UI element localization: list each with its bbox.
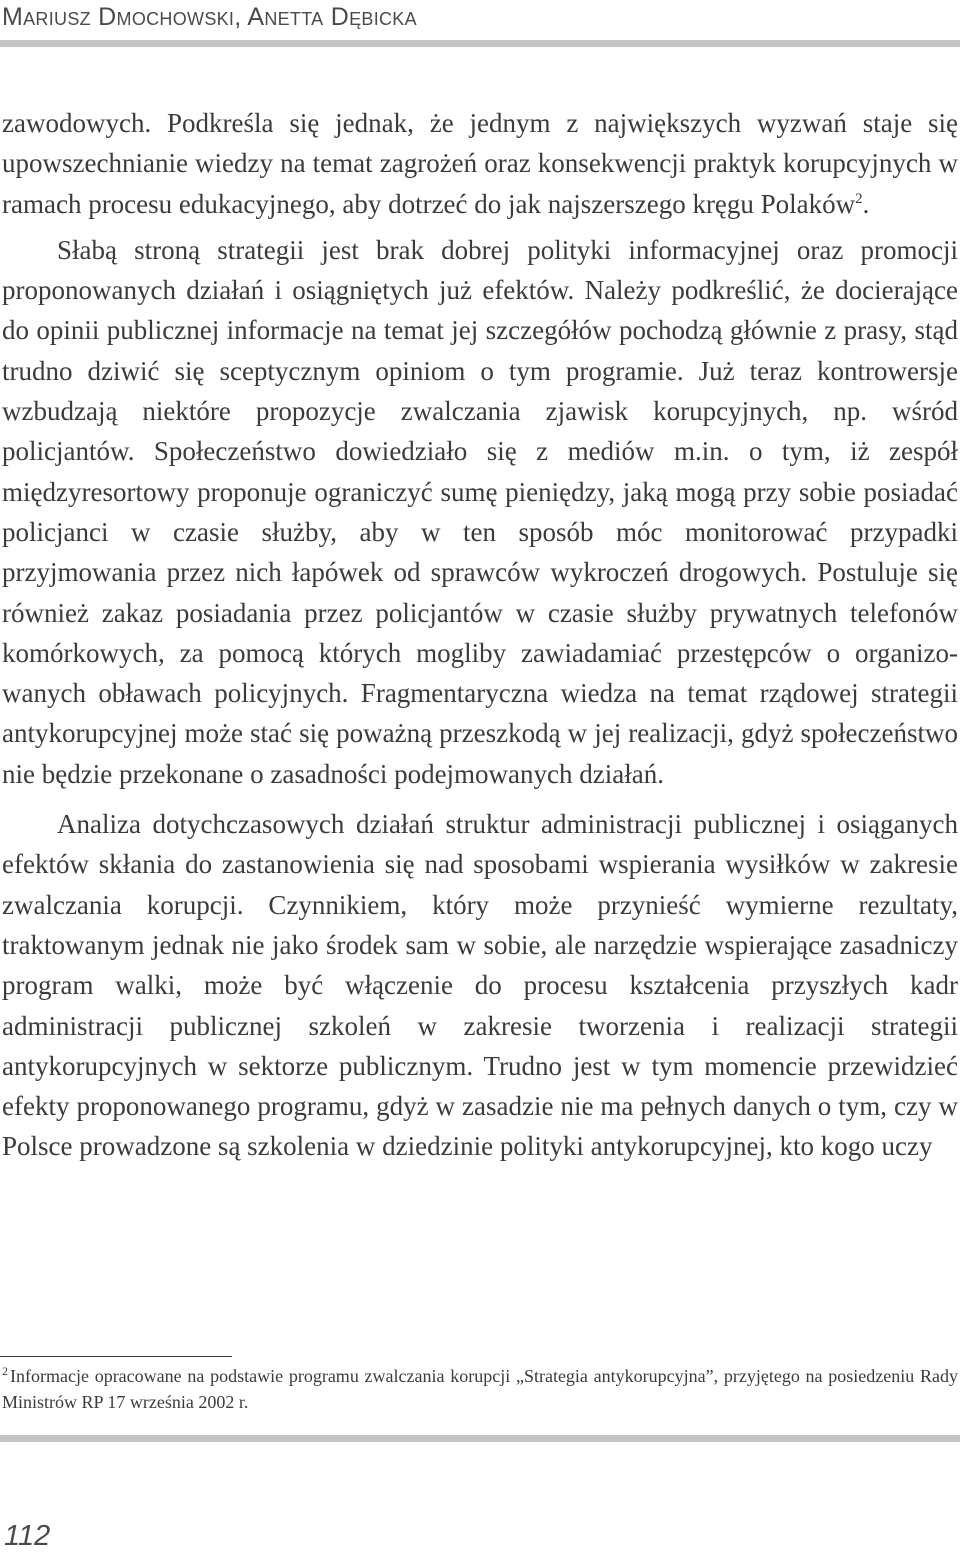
- body-text: [2, 103, 958, 1167]
- footnote-rule: [0, 1356, 232, 1357]
- running-header: [0, 0, 960, 56]
- footnote-reference[interactable]: 2: [855, 190, 863, 207]
- paragraph-1: [2, 103, 958, 224]
- paragraph-1-text: zawodowych. Podkreśla się jednak, że jednym z największych wyzwań staje się upowszechnianie wiedzy na temat zagrożeń oraz konsekwencji praktyk korupcyjnych w ramach procesu edukacyjnego, aby dotrzeć do jak najszerszego kręgu Polaków: [2, 108, 958, 219]
- footer-rule: [0, 1435, 960, 1442]
- page-number: 112: [4, 1520, 51, 1552]
- footnote: [2, 1363, 958, 1415]
- paragraph-3: Analiza dotychczasowych działań struktur administracji publicznej i osiąganych efektów skłania do zastanowienia się nad sposobami wspierania wysiłków w zakresie zwalczania korupcji. Czynnikiem, który może przynieść wymierne rezultaty, traktowanym jednak nie jako środek sam w sobie, ale narzędzie wspierające zasadniczy program walki, może być włączenie do procesu kształcenia przyszłych kadr administracji publicznej szkoleń w zakresie tworzenia i realizacji strategii antykorupcyjnych w sektorze publicznym. Trudno jest w tym momencie przewidzieć efekty proponowanego programu, gdyż w zasadzie nie ma pełnych danych o tym, czy w Polsce prowadzone są szkolenia w dziedzinie polityki antykorupcyjnej, kto kogo uczy: [2, 809, 958, 1162]
- paragraph-2: Słabą stroną strategii jest brak dobrej polityki informacyjnej oraz promocji proponowanych działań i osiągniętych już efektów. Należy podkreślić, że docierające do opinii publicznej informacje na temat jej szczegółów pochodzą głównie z prasy, stąd trudno dziwić się sceptycznym opiniom o tym programie. Już teraz kontrowersje wzbudzają niektóre propozycje zwalczania zjawisk korupcyjnych, np. wśród policjantów. Społeczeństwo dowiedziało się z mediów m.in. o tym, iż zespół międzyresortowy proponuje ograniczyć sumę pieniędzy, jaką mogą przy sobie posiadać policjanci w czasie służby, aby w ten sposób móc monitorować przypadki przyjmowania przez nich łapówek od sprawców wykroczeń drogowych. Postuluje się również zakaz posiadania przez policjantów w czasie służby prywatnych telefonów komórkowych, za pomocą których mogliby zawiadamiać przestępców o organizowanych obławach policyjnych. Fragmentaryczna wiedza na temat rządowej strategii antykorupcyjnej może stać się poważną przeszkodą w jej realizacji, gdyż społeczeństwo nie będzie przekonane o zasadności podejmowanych działań.: [2, 234, 958, 789]
- paragraph-1-end: .: [862, 188, 870, 219]
- header-authors: Mariusz Dmochowski, Anetta Dębicka: [2, 3, 417, 31]
- footnote-text: Informacje opracowane na podstawie programu zwalczania korupcji „Strategia antykorupcyjna”, przyjętego na posiedzeniu Rady Ministrów RP 17 września 2002 r.: [2, 1366, 958, 1412]
- header-rule: [0, 40, 960, 47]
- footnote-number: 2: [2, 1364, 8, 1378]
